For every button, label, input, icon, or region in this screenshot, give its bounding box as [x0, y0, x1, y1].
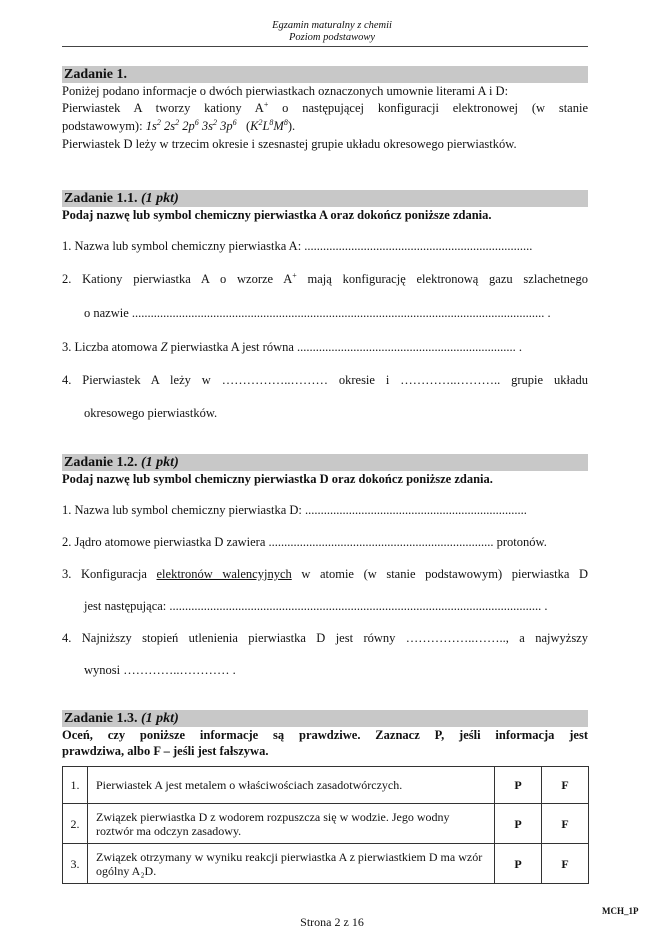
task-1-3-instruction-1: Oceń, czy poniższe informacje są prawdziwe. Zaznacz P, jeśli informacja jest [62, 728, 588, 742]
task-1-3-instruction-2: prawdziwa, albo F – jeśli jest fałszywa. [62, 744, 269, 758]
row-number: 1. [63, 767, 88, 804]
row-number: 2. [63, 804, 88, 844]
header-rule [62, 46, 588, 47]
option-p[interactable]: P [495, 804, 542, 844]
exam-code: MCH_1P [602, 906, 639, 916]
task-1-3-title: Zadanie 1.3. (1 pkt) [62, 710, 588, 727]
option-f[interactable]: F [542, 767, 589, 804]
task-1-2-item-4: 4. Najniższy stopień utlenienia pierwiastka D jest równy ……………..…….., a najwyższy [62, 631, 588, 645]
table-row [63, 804, 589, 844]
table-row [63, 844, 589, 884]
option-f[interactable]: F [542, 844, 589, 884]
task-1-1-item-2: 2. Kationy pierwiastka A o wzorze A+ mają konfigurację elektronową gazu szlachetnego [62, 270, 588, 286]
task-1-2-item-3: 3. Konfiguracja elektronów walencyjnych w atomie (w stanie podstawowym) pierwiastka D [62, 567, 588, 581]
task-1-1-item-3: 3. Liczba atomowa Z pierwiastka A jest równa ...................................................................... . [62, 340, 523, 354]
option-p[interactable]: P [495, 767, 542, 804]
statement-text: Związek pierwiastka D z wodorem rozpuszcza się w wodzie. Jego wodny roztwór ma odczyn zasadowy. [88, 804, 495, 844]
task-1-2-item-4-cont: wynosi …………..………… . [84, 663, 236, 677]
task-1-2-item-2: 2. Jądro atomowe pierwiastka D zawiera ........................................................................ protonów. [62, 535, 547, 549]
task-1-title: Zadanie 1. [62, 66, 588, 83]
option-f[interactable]: F [542, 804, 589, 844]
task-1-2-instruction: Podaj nazwę lub symbol chemiczny pierwiastka D oraz dokończ poniższe zdania. [62, 472, 493, 486]
task-1-1-title: Zadanie 1.1. (1 pkt) [62, 190, 588, 207]
task-1-2-item-1: 1. Nazwa lub symbol chemiczny pierwiastka D: ....................................................................... [62, 503, 527, 517]
task-1-element-d: Pierwiastek D leży w trzecim okresie i szesnastej grupie układu okresowego pierwiastków. [62, 137, 517, 151]
task-1-1-item-4-cont: okresowego pierwiastków. [84, 406, 218, 420]
task-1-element-a: Pierwiastek A tworzy kationy A+ o następującej konfiguracji elektronowej (w stanie [62, 99, 588, 115]
page-number: Strona 2 z 16 [300, 915, 364, 929]
statement-text: Związek otrzymany w wyniku reakcji pierwiastka A z pierwiastkiem D ma wzór ogólny A₂D. [88, 844, 495, 884]
option-p[interactable]: P [495, 844, 542, 884]
row-number: 3. [63, 844, 88, 884]
task-1-2-item-3-cont: jest następująca: ....................................................................................................................... . [84, 599, 548, 613]
true-false-table [62, 766, 589, 884]
task-1-1-item-2-cont: o nazwie .................................................................................................................................... . [84, 306, 551, 320]
task-1-1-item-1: 1. Nazwa lub symbol chemiczny pierwiastka A: ......................................................................... [62, 239, 533, 253]
statement-text: Pierwiastek A jest metalem o właściwościach zasadotwórczych. [88, 767, 495, 804]
task-1-configuration: podstawowym): $1s^2$ $2s^2$ $2p^6$ $3s^2$ $3p^6$ $(K^2L^8M^8)$. [62, 117, 296, 133]
table-row [63, 767, 589, 804]
task-1-intro: Poniżej podano informacje o dwóch pierwiastkach oznaczonych umownie literami A i D: [62, 84, 509, 98]
task-1-1-item-4: 4. Pierwiastek A leży w ……………..……… okresie i …………..……….. grupie układu [62, 373, 588, 387]
header-exam-title: Egzamin maturalny z chemii [272, 20, 392, 31]
task-1-1-instruction: Podaj nazwę lub symbol chemiczny pierwiastka A oraz dokończ poniższe zdania. [62, 208, 492, 222]
task-1-2-title: Zadanie 1.2. (1 pkt) [62, 454, 588, 471]
header-level: Poziom podstawowy [288, 32, 376, 43]
page-header [0, 20, 664, 44]
